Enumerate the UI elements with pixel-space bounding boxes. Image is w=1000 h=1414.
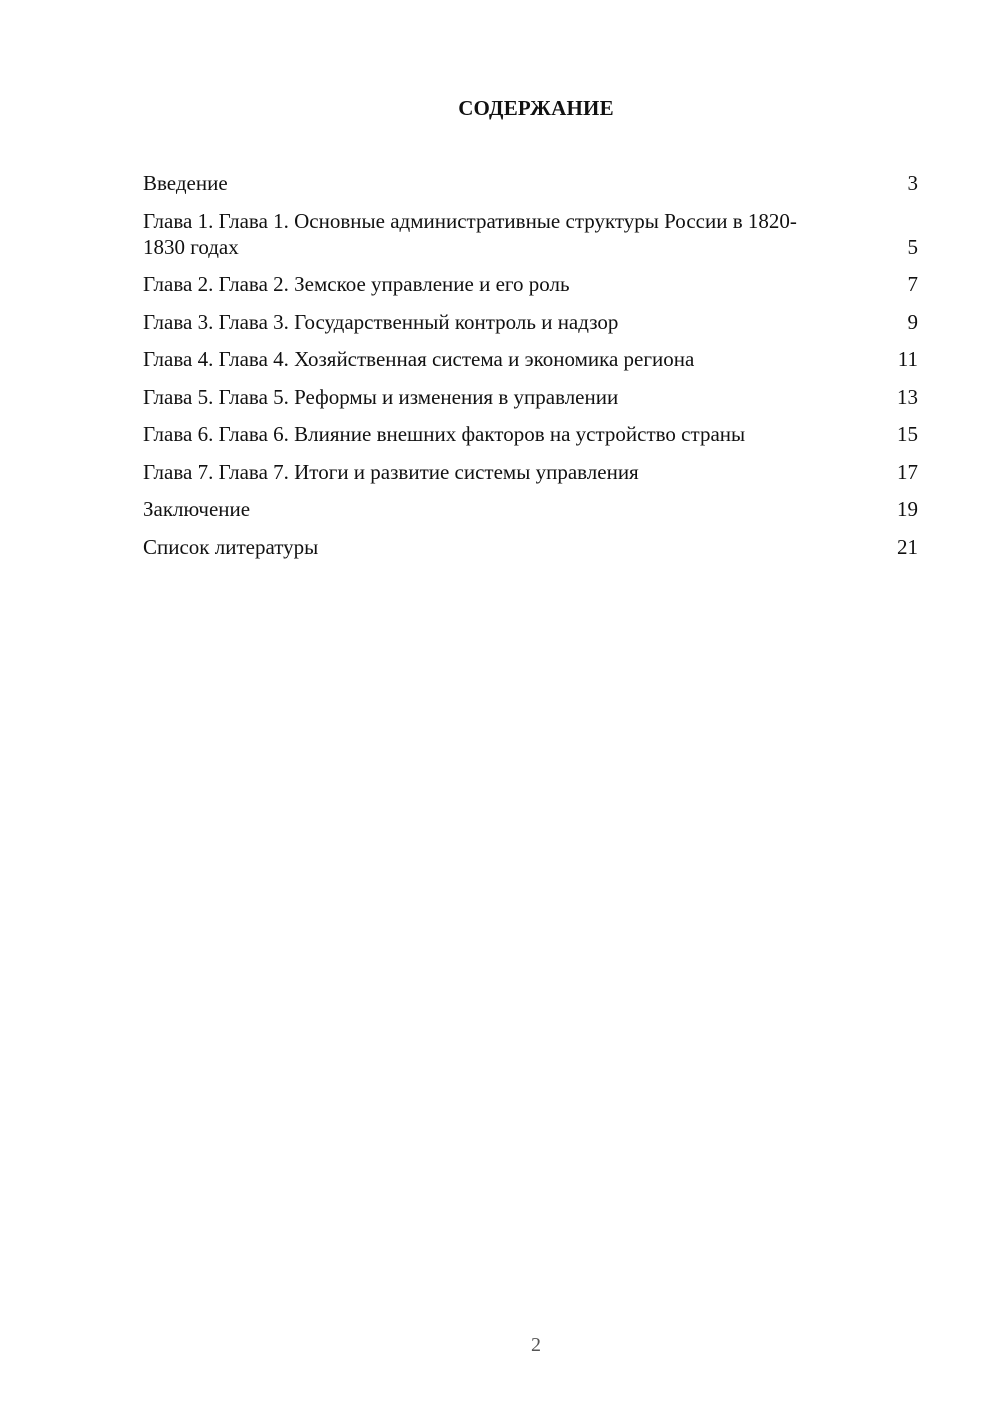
toc-entry-chapter-2[interactable] — [143, 271, 918, 297]
toc-entry-page: 19 — [897, 497, 918, 521]
toc-entry-text: Список литературы — [143, 534, 319, 559]
toc-entry-text: Глава 7. Глава 7. Итоги и развитие системы управления — [143, 459, 639, 484]
toc-entry-page: 5 — [907, 234, 918, 259]
toc-entry-chapter-3[interactable] — [143, 309, 918, 335]
toc-entry-page: 11 — [897, 347, 918, 371]
toc-entry-page: 3 — [907, 171, 918, 195]
toc-entry-page: 21 — [897, 534, 918, 559]
toc-entry-text: Глава 1. Глава 1. Основные административные структуры России в 1820-1830 годах — [143, 208, 797, 259]
toc-entry-chapter-6[interactable] — [143, 421, 918, 447]
toc-entry-text: Глава 4. Глава 4. Хозяйственная система и экономика региона — [143, 347, 695, 371]
toc-entry-text: Глава 3. Глава 3. Государственный контроль и надзор — [143, 309, 619, 334]
toc-entry-page: 17 — [897, 459, 918, 484]
toc-entry-chapter-1[interactable] — [143, 208, 918, 260]
page-number: 2 — [531, 1334, 541, 1356]
toc-entry-conclusion[interactable] — [143, 496, 918, 522]
toc-entry-introduction[interactable] — [143, 170, 918, 196]
toc-entry-page: 15 — [897, 422, 918, 446]
toc-entry-text: Глава 5. Глава 5. Реформы и изменения в управлении — [143, 384, 619, 409]
toc-entry-text: Заключение — [143, 497, 251, 521]
toc-entry-references[interactable] — [143, 534, 918, 560]
toc-title: СОДЕРЖАНИЕ — [458, 96, 614, 120]
toc-entry-page: 7 — [907, 272, 918, 296]
toc-entry-chapter-7[interactable] — [143, 459, 918, 485]
table-of-contents — [143, 170, 918, 571]
toc-entry-chapter-4[interactable] — [143, 346, 918, 372]
toc-entry-text: Глава 6. Глава 6. Влияние внешних факторов на устройство страны — [143, 422, 746, 446]
toc-entry-text: Введение — [143, 171, 228, 195]
toc-entry-chapter-5[interactable] — [143, 384, 918, 410]
toc-entry-page: 9 — [907, 309, 918, 334]
toc-entry-text: Глава 2. Глава 2. Земское управление и его роль — [143, 272, 570, 296]
toc-entry-page: 13 — [897, 384, 918, 409]
